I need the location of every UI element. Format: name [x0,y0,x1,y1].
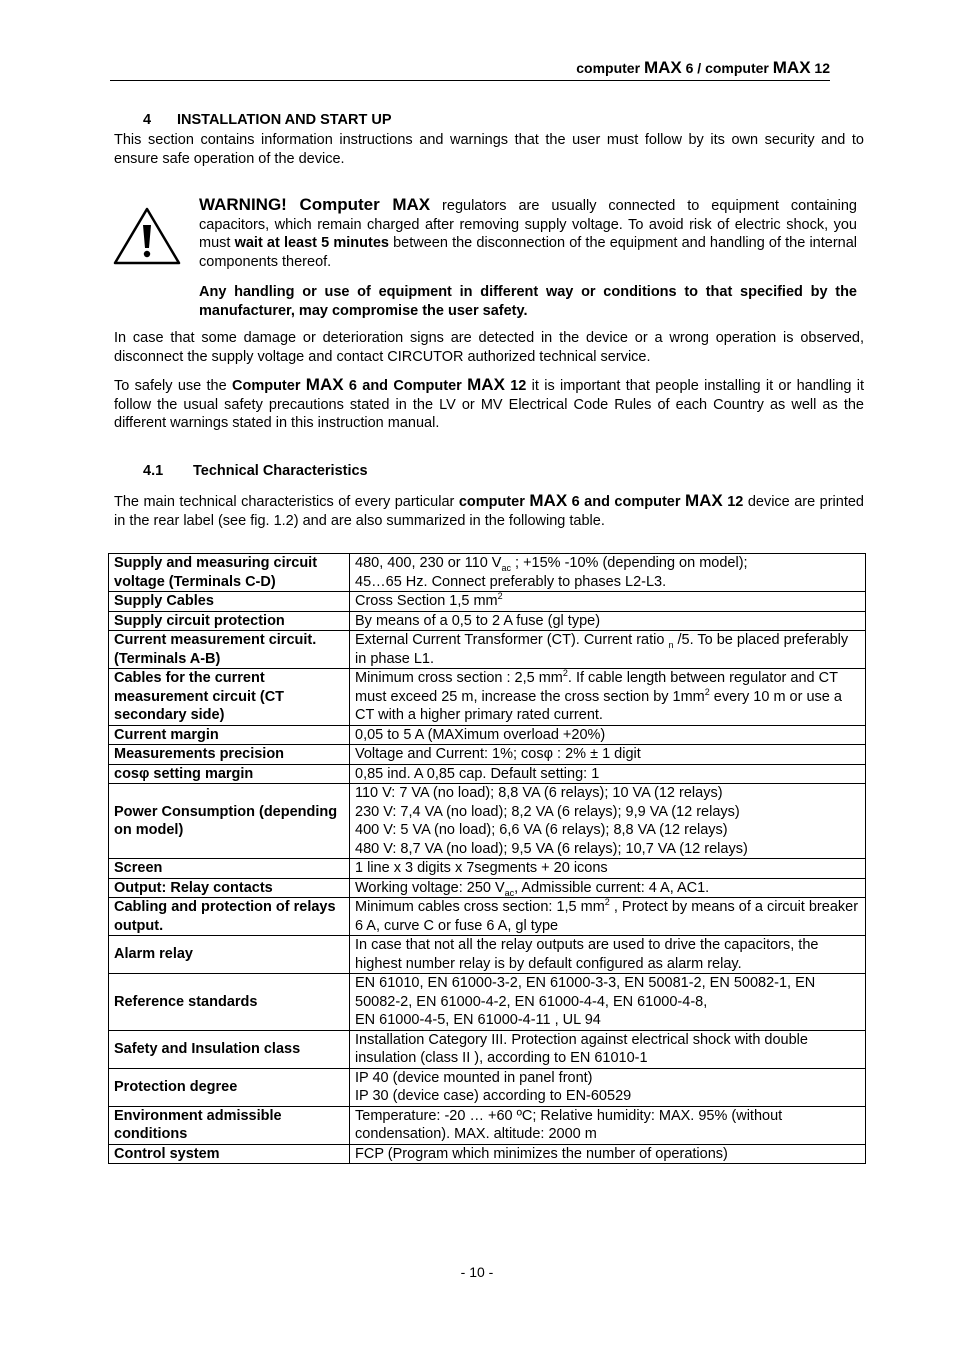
table-row: Supply and measuring circuit voltage (Terminals C-D) 480, 400, 230 or 110 $V_{ac}$ ; +15% -10% (depending on model); 45…65 Hz. Connect preferably to phases L2-L3. [109,554,866,592]
table-row: Reference standards EN 61010, EN 61000-3-2, EN 61000-3-3, EN 50081-2, EN 50082-1, EN 50082-2, EN 61000-4-2, EN 61000-4-4, EN 61000-4-8, EN 61000-4-5, EN 61000-4-11 , UL 94 [109,974,866,1031]
table-row: cosφ setting margin 0,85 ind. A 0,85 cap. Default setting: 1 [109,764,866,784]
table-row: Supply circuit protection By means of a 0,5 to 2 A fuse (gl type) [109,611,866,631]
table-row: Safety and Insulation class Installation Category III. Protection against electrical shock with double insulation (class II ), according to EN 61010-1 [109,1030,866,1068]
table-row: Screen 1 line x 3 digits x 7segments + 20 icons [109,859,866,879]
warning-triangle-icon [112,206,182,268]
table-row: Current measurement circuit. (Terminals A-B) External Current Transformer (CT). Current ratio $_n$ /5. To be placed preferably in phase L1. [109,631,866,669]
safety-paragraph: To safely use the Computer MAX 6 and Computer MAX 12 it is important that people installing it or handling it follow the usual safety precautions stated in the LV or MV Electrical Code Rules of each Country as well as the different warnings stated in this instruction manual. [114,375,865,431]
table-row: Power Consumption (depending on model) 110 V: 7 VA (no load); 8,8 VA (6 relays); 10 VA (12 relays) 230 V: 7,4 VA (no load); 8,2 VA (6 relays); 9,9 VA (12 relays) 400 V: 5 VA (no load); 6,6 VA (6 relays); 8,8 VA (12 relays) 480 V: 8,7 VA (no load); 9,5 VA (6 relays); 10,7 VA (12 relays) [109,784,866,859]
table-row: Measurements precision Voltage and Current: 1%; cosφ : 2% ± 1 digit [109,745,866,765]
table-row: Protection degree IP 40 (device mounted in panel front) IP 30 (device case) according to EN-60529 [109,1068,866,1106]
warning-note: Any handling or use of equipment in different way or conditions to that specified by the manufacturer, may compromise the user safety. [199,284,857,319]
page-header: computer MAX 6 / computer MAX 12 [110,58,830,81]
table-row: Environment admissible conditions Temperature: -20 … +60 ºC; Relative humidity: MAX. 95% (without condensation). MAX. altitude: 2000 m [109,1106,866,1144]
table-row: Current margin 0,05 to 5 A (MAXimum overload +20%) [109,725,866,745]
table-row: Output: Relay contacts Working voltage: 250 $V_{ac}$, Admissible current: 4 A, AC1. [109,878,866,898]
warning-text: WARNING! Computer MAX regulators are usually connected to equipment containing capacitors, which remain charged after removing supply voltage. To avoid risk of electric shock, you must wait at least 5 minutes between the disconnection of the equipment and handling of the internal components thereof. [199,195,858,270]
technical-intro: The main technical characteristics of every particular computer MAX 6 and computer MAX 12 device are printed in the rear label (see fig. 1.2) and are also summarized in the following table. [114,491,864,529]
table-row: Cabling and protection of relays output. Minimum cables cross section: 1,5 $mm^2$ , Protect by means of a circuit breaker 6 A, curve C or fuse 6 A, gl type [109,898,866,936]
technical-characteristics-table [108,553,866,1164]
damage-paragraph: In case that some damage or deterioration signs are detected in the device or a wrong operation is observed, disconnect the supply voltage and contact CIRCUTOR authorized technical service. [114,330,864,365]
section-intro: This section contains information instructions and warnings that the user must follow by its own security and to ensure safe operation of the device. [114,132,864,167]
table-row: Cables for the current measurement circuit (CT secondary side) Minimum cross section : 2,5 $mm^2$. If cable length between regulator and CT must exceed 25 m, increase the cross section by $1mm^2$ every 10 m or use a CT with a higher primary rated current. [109,669,866,726]
table-row: Alarm relay In case that not all the relay outputs are used to drive the capacitors, the highest number relay is by default configured as alarm relay. [109,936,866,974]
section-heading-4: 4 INSTALLATION AND START UP [143,112,392,128]
section-heading-4-1: 4.1 Technical Characteristics [143,463,368,479]
table-row: Control system FCP (Program which minimizes the number of operations) [109,1144,866,1164]
page-number: - 10 - [460,1264,494,1280]
table-row: Supply Cables Cross Section 1,5 $mm^2$ [109,592,866,612]
